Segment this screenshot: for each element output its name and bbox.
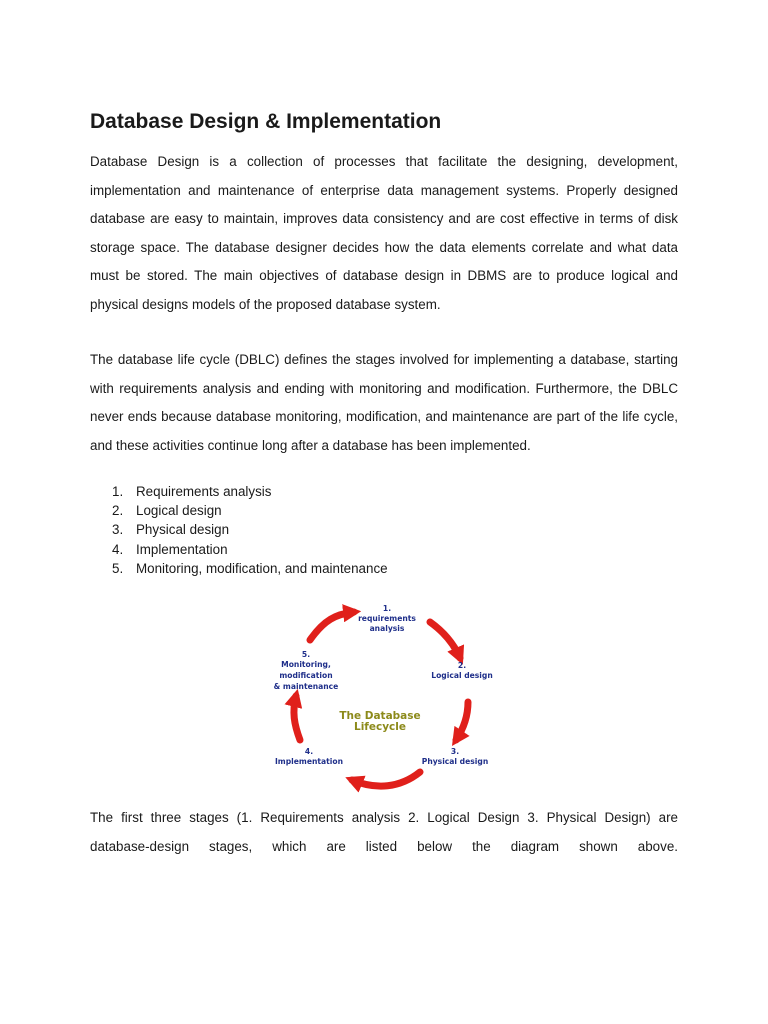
- stage-1-label-line2: analysis: [369, 624, 405, 633]
- list-item: [112, 482, 388, 501]
- list-item: [112, 540, 388, 559]
- stage-2-number: 2.: [457, 661, 467, 670]
- arrow-2-to-3: [456, 702, 468, 740]
- stage-4-number: 4.: [304, 747, 314, 756]
- stage-5-label-line1: Monitoring,: [281, 660, 331, 669]
- dblc-paragraph: The database life cycle (DBLC) defines the stages involved for implementing a database, starting with requirements analysis and ending with monitoring and modification. Furthermore, the DBLC never ends because database monitoring, modification, and maintenance are part of the life cycle, and these activities continue long after a database has been implemented.: [90, 352, 678, 453]
- list-item: [112, 501, 388, 520]
- arrow-1-to-2: [430, 622, 460, 658]
- stages-list: [112, 482, 388, 578]
- stage-5-label-line3: & maintenance: [273, 682, 339, 691]
- stage-2-label: Logical design: [431, 671, 493, 680]
- list-item-number: 1.: [112, 484, 124, 499]
- stage-1-number: 1.: [382, 604, 392, 613]
- list-item-number: 5.: [112, 560, 124, 576]
- page-title: Database Design & Implementation: [90, 110, 442, 133]
- list-item-number: 4.: [112, 541, 124, 557]
- database-lifecycle-diagram: [270, 598, 498, 798]
- list-item-text: Requirements analysis: [136, 484, 272, 499]
- list-item-number: 2.: [112, 503, 124, 519]
- lifecycle-svg: [270, 598, 498, 798]
- stage-5-number: 5.: [301, 650, 311, 659]
- list-item: [112, 520, 388, 539]
- list-item-number: 3.: [112, 522, 124, 538]
- stage-3-number: 3.: [450, 747, 460, 756]
- stage-4-label: Implementation: [274, 757, 344, 766]
- closing-paragraph: The first three stages (1. Requirements analysis 2. Logical Design 3. Physical Design) are database-design stages, which are listed below the diagram shown above.: [90, 810, 678, 854]
- diagram-center-title-line1: The Database: [339, 710, 421, 722]
- diagram-center-title-line2: Lifecycle: [354, 721, 406, 733]
- list-item-text: Physical design: [136, 522, 230, 538]
- stage-1-label-line1: requirements: [358, 614, 416, 623]
- list-item-text: Monitoring, modification, and maintenance: [136, 560, 388, 576]
- stage-5-label-line2: modification: [279, 671, 333, 680]
- arrow-5-to-1: [310, 612, 354, 640]
- intro-paragraph: Database Design is a collection of processes that facilitate the designing, development, implementation and maintenance of enterprise data management systems. Properly designed database are easy to maintain, improves data consistency and are cost effective in terms of disk storage space. The database designer decides how the data elements correlate and what data must be stored. The main objectives of database design in DBMS are to produce logical and physical designs models of the proposed database system.: [90, 154, 678, 312]
- arrow-3-to-4: [352, 772, 420, 786]
- list-item-text: Logical design: [136, 503, 222, 519]
- list-item-text: Implementation: [136, 541, 228, 557]
- stage-3-label: Physical design: [421, 757, 489, 766]
- arrow-4-to-5: [294, 696, 300, 740]
- list-item: [112, 559, 388, 578]
